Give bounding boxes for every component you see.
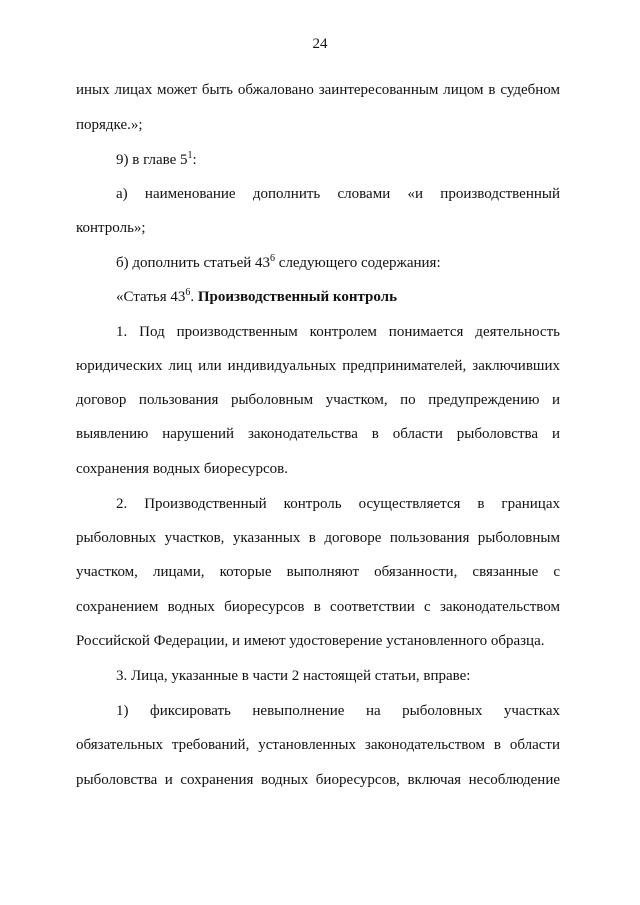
line-6-suffix: следующего содержания: — [275, 255, 441, 271]
text-line-3 — [116, 150, 560, 170]
line-6-text: б) дополнить статьей 43 — [116, 255, 271, 271]
text-line-21: рыболовства и сохранения водных биоресурсов, включая несоблюдение — [76, 772, 560, 788]
text-line-8: 1. Под производственным контролем понимается деятельность — [116, 324, 560, 340]
text-line-16: сохранением водных биоресурсов в соответствии с законодательством — [76, 599, 560, 615]
line-3-text: 9) в главе 5 — [116, 152, 188, 168]
article-heading — [116, 287, 560, 307]
article-heading-title: Производственный контроль — [197, 289, 398, 305]
text-line-14: рыболовных участков, указанных в договоре пользования рыболовным — [76, 530, 560, 546]
article-heading-superscript: 6 — [185, 287, 191, 298]
text-line-9: юридических лиц или индивидуальных предпринимателей, заключивших — [76, 358, 560, 374]
article-heading-dot: . — [190, 289, 198, 305]
text-line-18: 3. Лица, указанные в части 2 настоящей статьи, вправе: — [116, 668, 471, 684]
text-line-6 — [116, 253, 560, 273]
text-line-5: контроль»; — [76, 220, 146, 236]
text-line-15: участком, лицами, которые выполняют обязанности, связанные с — [76, 564, 560, 580]
text-line-1: иных лицах может быть обжаловано заинтересованным лицом в судебном — [76, 82, 560, 98]
line-3-suffix: : — [192, 152, 197, 168]
text-line-19: 1) фиксировать невыполнение на рыболовных участках — [116, 703, 560, 719]
text-line-12: сохранения водных биоресурсов. — [76, 461, 289, 477]
line-3-superscript: 1 — [187, 150, 193, 161]
article-heading-prefix: «Статья 43 — [116, 289, 186, 305]
line-6-superscript: 6 — [270, 253, 276, 264]
text-line-11: выявлению нарушений законодательства в области рыболовства и — [76, 426, 560, 442]
page-number: 24 — [312, 36, 328, 52]
text-line-20: обязательных требований, установленных законодательством в области — [76, 737, 560, 753]
text-line-4: а) наименование дополнить словами «и производственный — [116, 186, 560, 202]
text-line-13: 2. Производственный контроль осуществляется в границах — [116, 496, 560, 512]
text-line-10: договор пользования рыболовным участком, по предупреждению и — [76, 392, 560, 408]
text-line-2: порядке.»; — [76, 117, 143, 133]
text-line-17: Российской Федерации, и имеют удостоверение установленного образца. — [76, 633, 545, 649]
